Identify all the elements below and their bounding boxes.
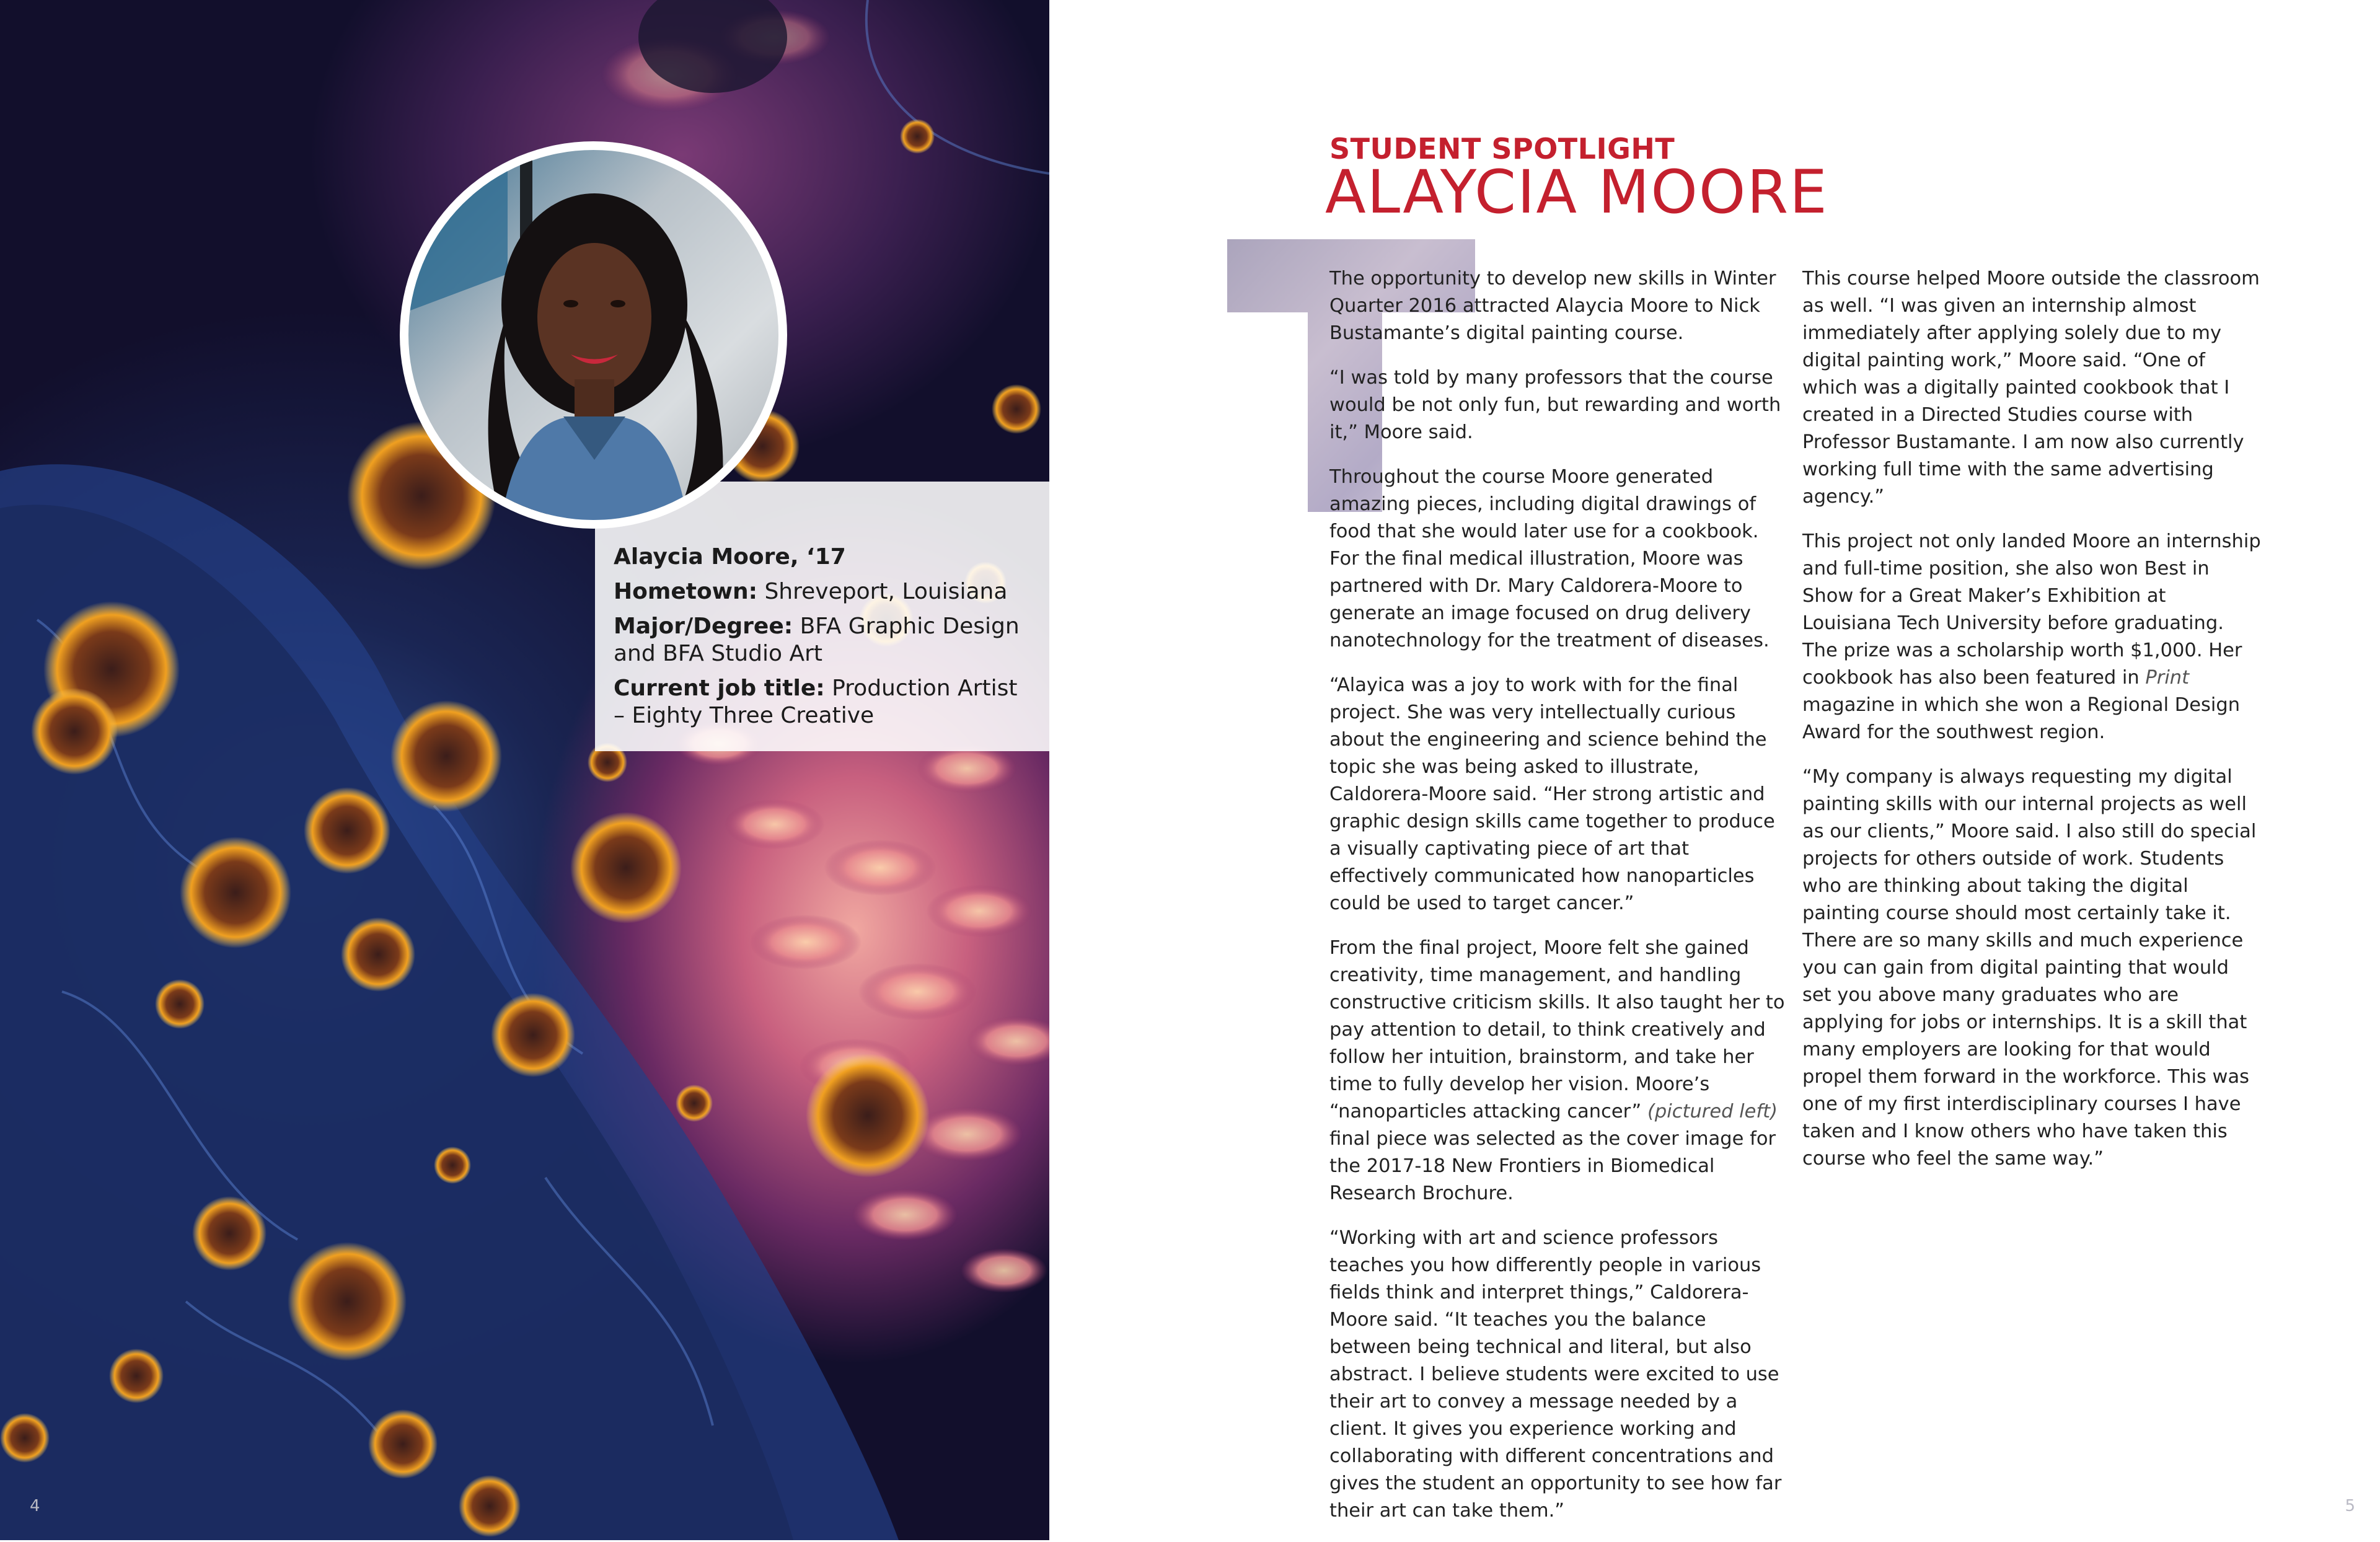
article-paragraph: Throughout the course Moore generated amazing pieces, including digital drawings of food that she would later use for a cookbook. For the final medical illustration, Moore was partnered with Dr. Mary Caldorera-Moore to generate an image focused on drug delivery nanotechnology for the treatment of diseases. [1329, 466, 1770, 651]
section-kicker: STUDENT SPOTLIGHT [1329, 132, 1675, 165]
article-paragraph: This course helped Moore outside the classroom as well. “I was given an internship almost immediately after applying solely due to my digital painting work,” Moore said. “One of which was a digitally painted cookbook that I created in a Directed Studies course with Professor Bustamante. I am now also currently working full time with the same advertising agency.” [1802, 268, 2260, 508]
profile-name: Alaycia Moore, ‘17 [614, 544, 846, 570]
paragraph-text: This project not only landed Moore an internship and full-time position, she also won Best in Show for a Great Maker’s Exhibition at Louisiana Tech University before graduating. The prize was a scholarship worth $1,000. Her cookbook has also been featured in [1802, 531, 2261, 689]
major-label: Major/Degree: [614, 614, 793, 639]
left-page-artwork [0, 0, 1049, 1540]
paragraph-text: From the final project, Moore felt she gained creativity, time management, and handling constructive criticism skills. It also taught her to pay attention to detail, to think creatively and follow her intuition, brainstorm, and take her time to fully develop her vision. Moore’s “nanoparticles attacking cancer” [1329, 937, 1785, 1122]
article-column-1 [1329, 265, 1788, 1542]
page-number-right: 5 [2345, 1497, 2355, 1515]
profile-major [614, 613, 1031, 667]
profile-job-title [614, 675, 1031, 729]
student-profile-box [595, 482, 1049, 751]
article-headline: ALAYCIA MOORE [1325, 157, 1828, 227]
paragraph-text: final piece was selected as the cover image for the 2017-18 New Frontiers in Biomedical Research Brochure. [1329, 1128, 1776, 1204]
publication-title: Print [2145, 667, 2190, 689]
portrait-frame [400, 141, 787, 529]
major-value: BFA Graphic Design and BFA Studio Art [614, 614, 1020, 666]
article-paragraph [1802, 528, 2261, 746]
job-label: Current job title: [614, 676, 825, 701]
portrait-figure [408, 150, 778, 520]
article-paragraph: “I was told by many professors that the course would be not only fun, but rewarding and worth it,” Moore said. [1329, 367, 1781, 443]
hometown-value: Shreveport, Louisiana [757, 579, 1008, 604]
article-paragraph: “Alayica was a joy to work with for the final project. She was very intellectually curious about the engineering and science behind the topic she was being asked to illustrate, Caldorera-Moore said. “Her strong artistic and graphic design skills came together to produce a visually captivating piece of art that effectively communicated how nanoparticles could be used to target cancer.” [1329, 674, 1775, 914]
caption-reference: (pictured left) [1647, 1101, 1778, 1122]
page-number-left: 4 [30, 1497, 40, 1515]
article-paragraph: “Working with art and science professors teaches you how differently people in various fields think and interpret things,” Caldorera-Moore said. “It teaches you the balance between being technical and literal, but also abstract. I believe students were excited to use their art to convey a message needed by a client. It gives you experience working and collaborating with different concentrations and gives the student an opportunity to see how far their art can take them.” [1329, 1227, 1782, 1522]
article-paragraph: The opportunity to develop new skills in Winter Quarter 2016 attracted Alaycia Moore to Nick Bustamante’s digital painting course. [1329, 268, 1776, 344]
paragraph-text: magazine in which she won a Regional Design Award for the southwest region. [1802, 694, 2241, 743]
article-paragraph [1329, 935, 1788, 1207]
job-value: Production Artist – Eighty Three Creative [614, 676, 1018, 728]
profile-hometown [614, 578, 1031, 606]
hometown-label: Hometown: [614, 579, 758, 604]
article-column-2 [1802, 265, 2261, 1190]
student-portrait-photo [408, 150, 778, 520]
article-paragraph: “My company is always requesting my digital painting skills with our internal projects as well as our clients,” Moore said. I also still do special projects for others outside of work. Students who are thinking about taking the digital painting course should most certainly take it. There are so many skills and much experience you can gain from digital painting that would set you above many graduates who are applying for jobs or internships. It is a skill that many employers are looking for that would propel them forward in the workforce. This was one of my first interdisciplinary courses I have taken and I know others who have taken this course who feel the same way.” [1802, 766, 2257, 1170]
